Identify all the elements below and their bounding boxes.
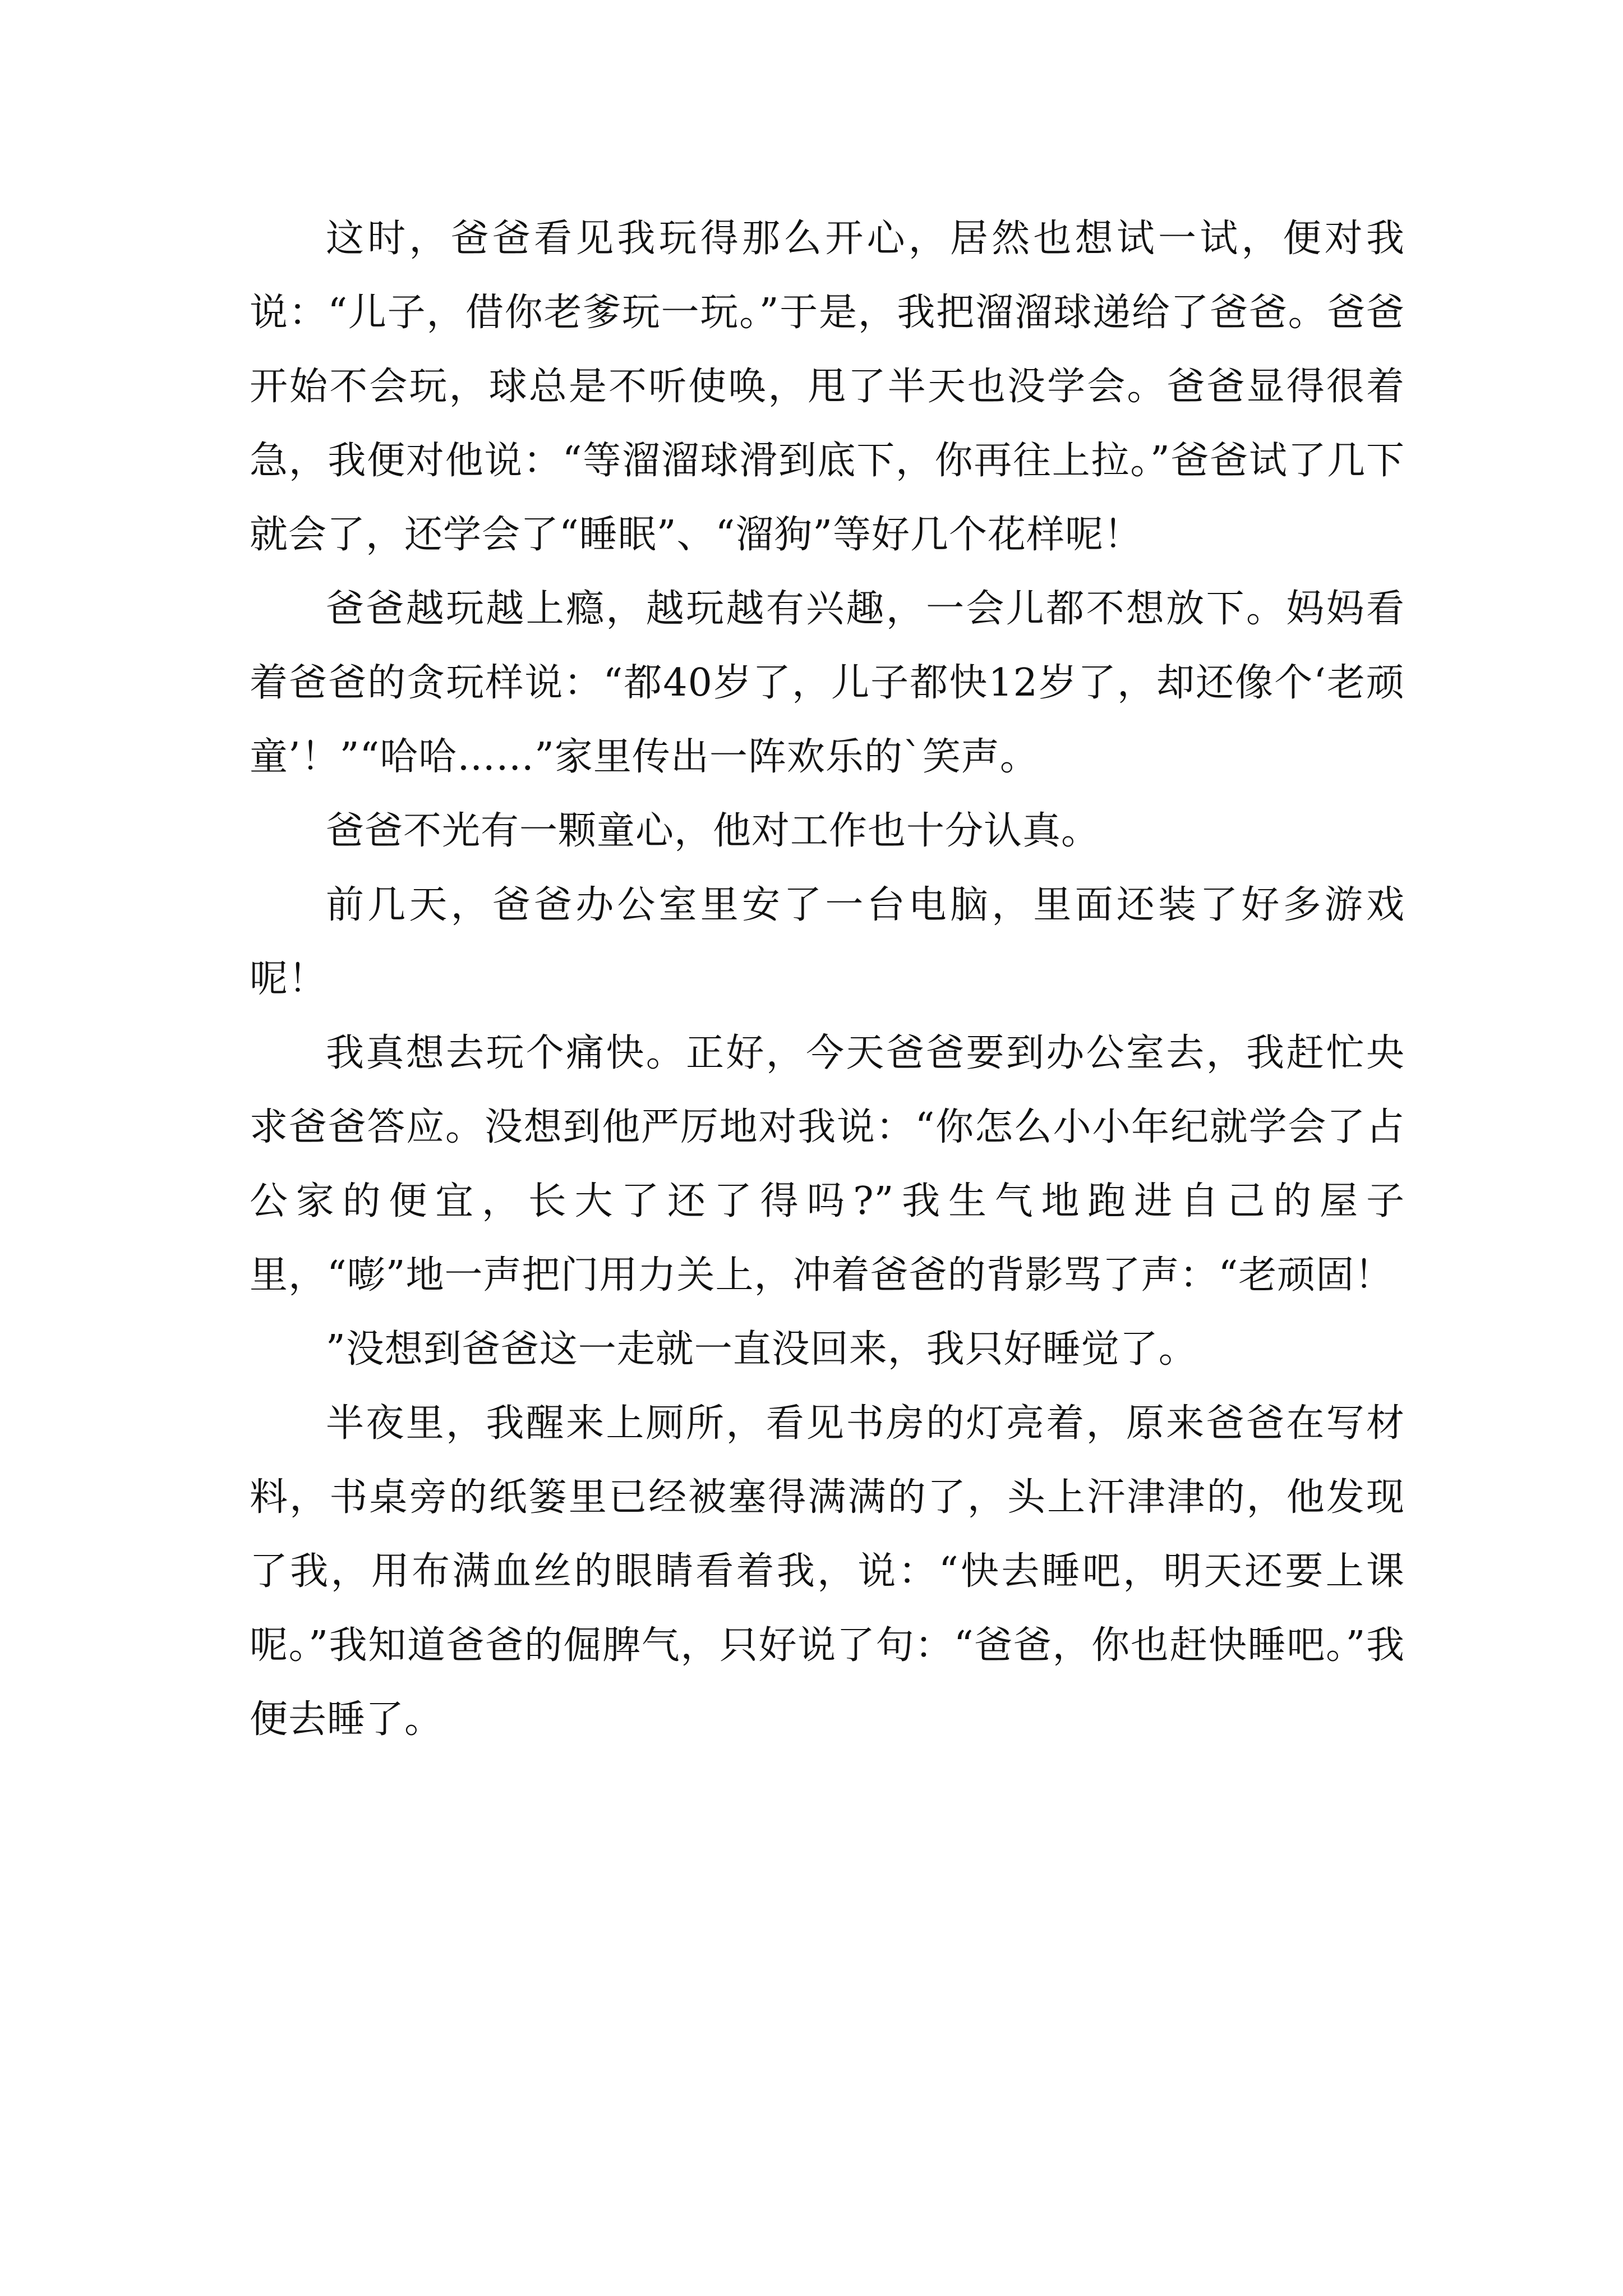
paragraph-1: 这时，爸爸看见我玩得那么开心，居然也想试一试，便对我说：“儿子，借你老爹玩一玩。”于是，我把溜溜球递给了爸爸。爸爸开始不会玩，球总是不听使唤，甩了半天也没学会。爸爸显得很着急，我便对他说：“等溜溜球滑到底下，你再往上拉。”爸爸试了几下就会了，还学会了“睡眠”、“溜狗”等好几个花样呢！ bbox=[250, 217, 1405, 557]
article-body bbox=[250, 202, 1405, 1757]
paragraph-5: 我真想去玩个痛快。正好，今天爸爸要到办公室去，我赶忙央求爸爸答应。没想到他严厉地对我说：“你怎么小小年纪就学会了占公家的便宜，长大了还了得吗?”我生气地跑进自己的屋子里，“嘭”地一声把门用力关上，冲着爸爸的背影骂了声：“老顽固！ bbox=[250, 1031, 1405, 1297]
paragraph-2: 爸爸越玩越上瘾，越玩越有兴趣，一会儿都不想放下。妈妈看着爸爸的贪玩样说：“都40岁了，儿子都快12岁了，却还像个‘老顽童’！”“哈哈……”家里传出一阵欢乐的`笑声。 bbox=[250, 587, 1405, 779]
paragraph-6: ”没想到爸爸这一走就一直没回来，我只好睡觉了。 bbox=[326, 1327, 1197, 1372]
paragraph-3: 爸爸不光有一颗童心，他对工作也十分认真。 bbox=[326, 809, 1100, 853]
paragraph-4: 前几天，爸爸办公室里安了一台电脑，里面还装了好多游戏呢！ bbox=[250, 883, 1405, 1001]
paragraph-7: 半夜里，我醒来上厕所，看见书房的灯亮着，原来爸爸在写材料，书桌旁的纸篓里已经被塞得满满的了，头上汗津津的，他发现了我，用布满血丝的眼睛看着我，说：“快去睡吧，明天还要上课呢。”我知道爸爸的倔脾气，只好说了句：“爸爸，你也赶快睡吧。”我便去睡了。 bbox=[250, 1401, 1405, 1742]
